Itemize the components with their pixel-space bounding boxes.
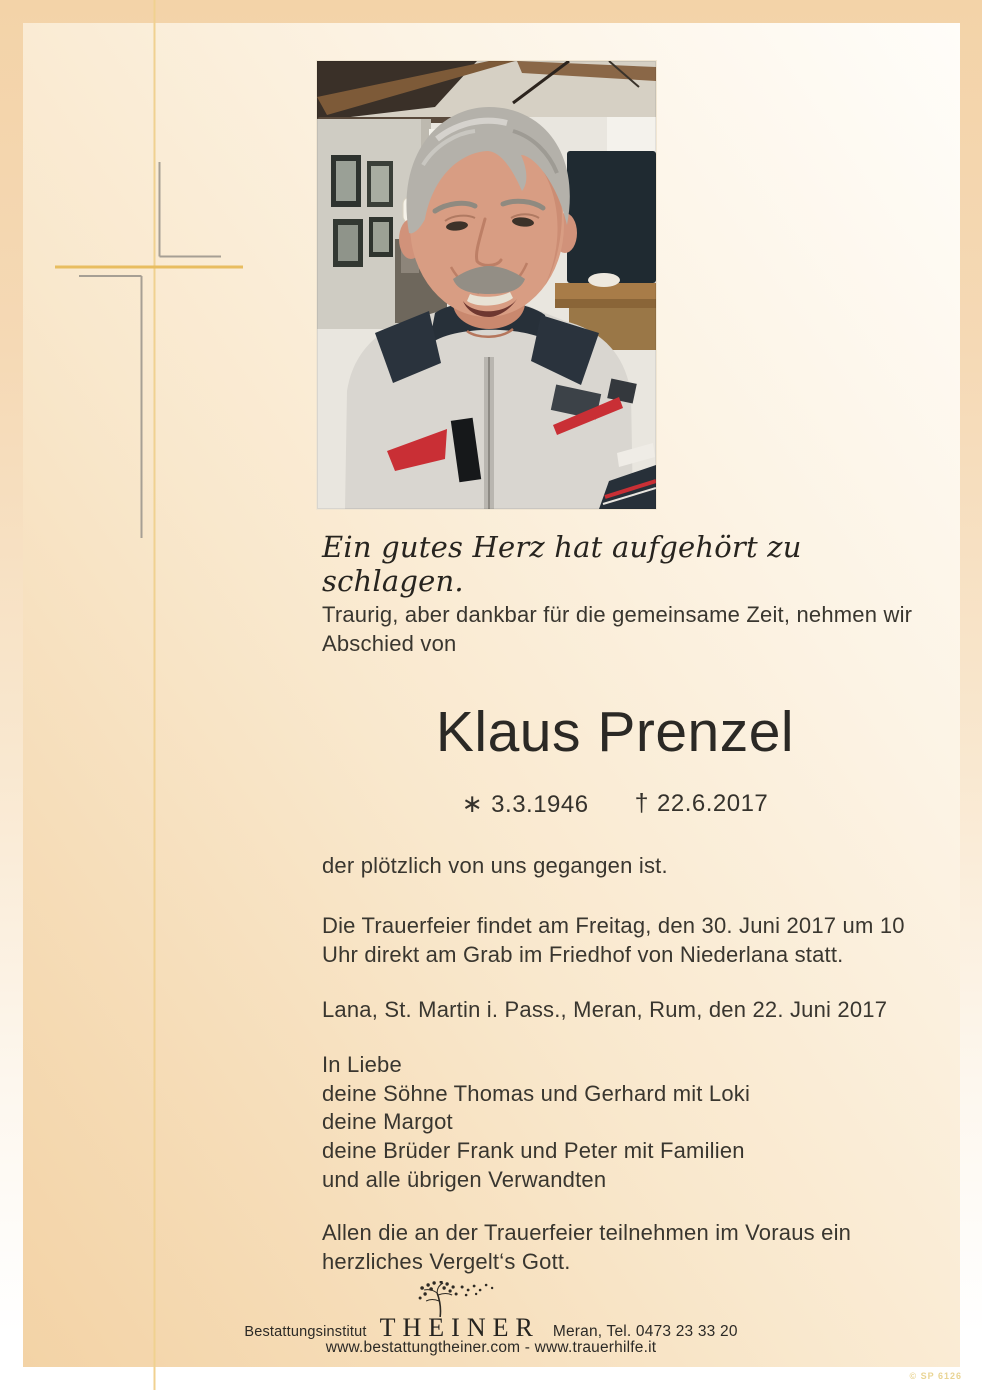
places-date-line: Lana, St. Martin i. Pass., Meran, Rum, den 22. Juni 2017 bbox=[322, 997, 888, 1022]
deceased-name: Klaus Prenzel bbox=[435, 700, 795, 764]
thanks-line: Allen die an der Trauerfeier teilnehmen im Voraus ein bbox=[322, 1220, 852, 1245]
mourner-line: In Liebe bbox=[322, 1052, 402, 1077]
intro-line: Abschied von bbox=[322, 630, 457, 656]
birth-star-icon: ∗ bbox=[461, 790, 484, 818]
life-dates bbox=[322, 789, 908, 819]
mourner-line: deine Brüder Frank und Peter mit Familien bbox=[322, 1138, 745, 1164]
death-cross-icon: † bbox=[634, 789, 649, 817]
funeral-info bbox=[322, 912, 922, 969]
memorial-quote: Ein gutes Herz hat aufgehört zu schlagen. bbox=[322, 530, 802, 598]
thanks-line: herzliches Vergelt‘s Gott. bbox=[322, 1248, 571, 1274]
funeral-line: Uhr direkt am Grab im Friedhof von Niederlana statt. bbox=[322, 941, 844, 967]
portrait-photo bbox=[316, 60, 657, 510]
institute-contact: Meran, Tel. 0473 23 33 20 bbox=[552, 1323, 738, 1340]
portrait-illustration bbox=[317, 61, 656, 509]
intro-line: Traurig, aber dankbar für die gemeinsame Zeit, nehmen wir bbox=[322, 602, 913, 627]
passing-line: der plötzlich von uns gegangen ist. bbox=[322, 853, 668, 878]
tree-with-falling-leaves-icon bbox=[410, 1281, 496, 1317]
institute-label: Bestattungsinstitut bbox=[244, 1324, 367, 1340]
mourner-line: deine Margot bbox=[322, 1109, 453, 1135]
mourner-line: und alle übrigen Verwandten bbox=[322, 1166, 607, 1192]
funeral-line: Die Trauerfeier findet am Freitag, den 30. Juni 2017 um 10 bbox=[322, 913, 905, 938]
intro-paragraph bbox=[322, 601, 922, 658]
mourner-line: deine Söhne Thomas und Gerhard mit Loki bbox=[322, 1080, 751, 1106]
mourners-list bbox=[322, 1051, 922, 1195]
institute-websites: www.bestattungtheiner.com - www.trauerhilfe.it bbox=[325, 1339, 657, 1356]
thanks-paragraph bbox=[322, 1219, 922, 1276]
death-date: † 22.6.2017 bbox=[634, 789, 769, 817]
birth-date: ∗ 3.3.1946 bbox=[461, 790, 589, 818]
print-watermark: © SP 6126 bbox=[909, 1371, 962, 1381]
institute-name: THEINER bbox=[380, 1313, 540, 1343]
